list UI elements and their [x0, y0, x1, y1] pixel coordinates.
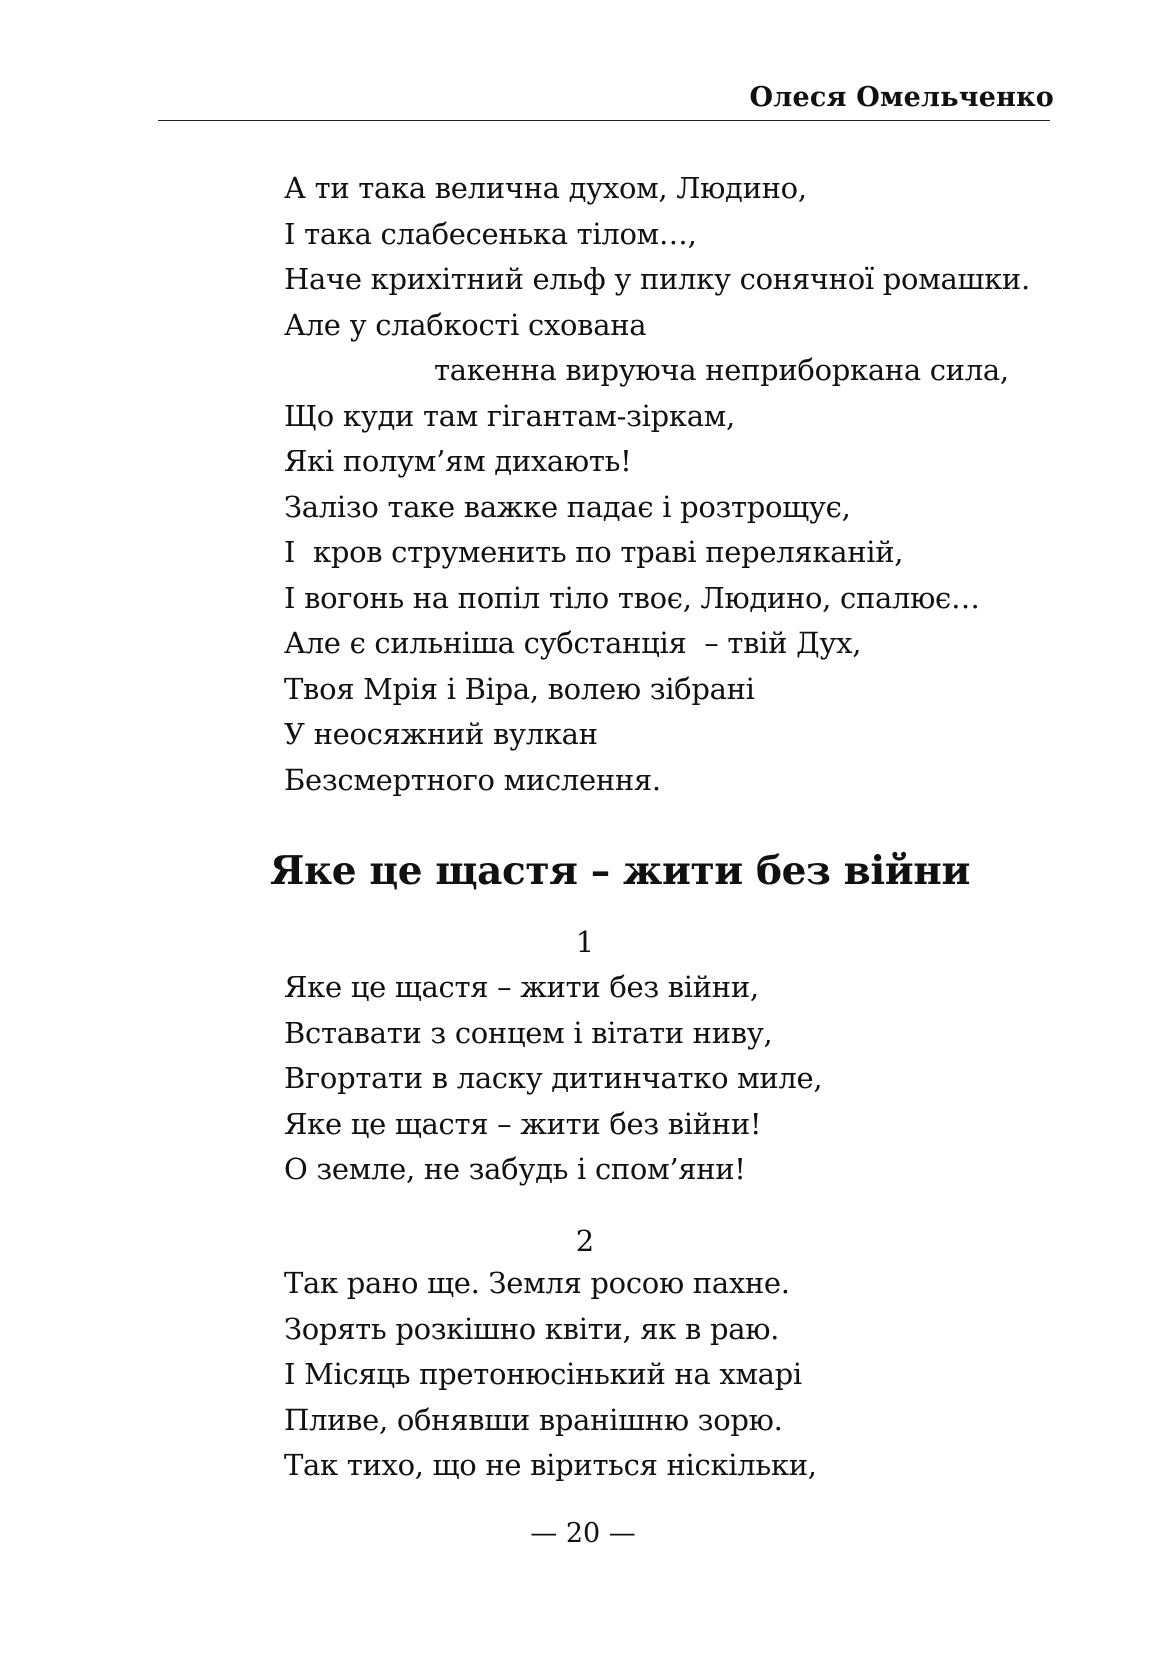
verse-line: Яке це щастя – жити без війни! [284, 1106, 762, 1141]
verse-line: І вогонь на попіл тіло твоє, Людино, спалює… [284, 580, 980, 615]
verse-line: Твоя Мрія і Віра, волею зібрані [284, 671, 755, 706]
verse-line: І кров струменить по траві переляканій, [284, 535, 904, 569]
verse-line: Залізо таке важке падає і розтрощує, [284, 489, 851, 524]
verse-line: Так тихо, що не віриться ніскільки, [284, 1448, 817, 1482]
page-number: — 20 — [530, 1518, 636, 1549]
verse-line: У неосяжний вулкан [284, 717, 598, 751]
poem-title: Яке це щастя – жити без війни [270, 848, 970, 894]
running-header-author: Олеся Омельченко [749, 82, 1054, 113]
section-number: 2 [575, 1224, 595, 1258]
verse-line: А ти така велична духом, Людино, [284, 171, 807, 205]
verse-line: І така слабесенька тілом…, [284, 216, 697, 251]
header-rule [158, 120, 1050, 121]
poem-verse [284, 166, 1030, 803]
verse-line: Так рано ще. Земля росою пахне. [284, 1266, 790, 1300]
section-number: 1 [575, 925, 595, 959]
verse-line: Але у слабкості схована [284, 307, 647, 342]
verse-line: Вгортати в ласку дитинчатко миле, [284, 1061, 823, 1095]
verse-line: О земле, не забудь і спом’яни! [284, 1152, 746, 1186]
verse-line: Безсмертного мислення. [284, 762, 661, 797]
verse-line: Пливе, обнявши вранішню зорю. [284, 1402, 783, 1437]
verse-line-indented: такенна вируюча неприборкана сила, [434, 353, 1009, 387]
verse-line: Вставати з сонцем і вітати ниву, [284, 1015, 773, 1050]
verse-line: Зорять розкішно квіти, як в раю. [284, 1311, 780, 1346]
poem-section-2 [284, 1261, 817, 1489]
verse-line: Але є сильніша субстанція – твій Дух, [284, 626, 862, 660]
poem-section-1 [284, 965, 822, 1193]
verse-line: Які полум’ям дихають! [284, 444, 632, 478]
verse-line: Яке це щастя – жити без війни, [284, 970, 759, 1004]
verse-line: І Місяць претонюсінький на хмарі [284, 1357, 802, 1391]
verse-line: Що куди там гігантам-зіркам, [284, 398, 735, 433]
verse-line: Наче крихітний ельф у пилку сонячної ромашки. [284, 262, 1030, 296]
